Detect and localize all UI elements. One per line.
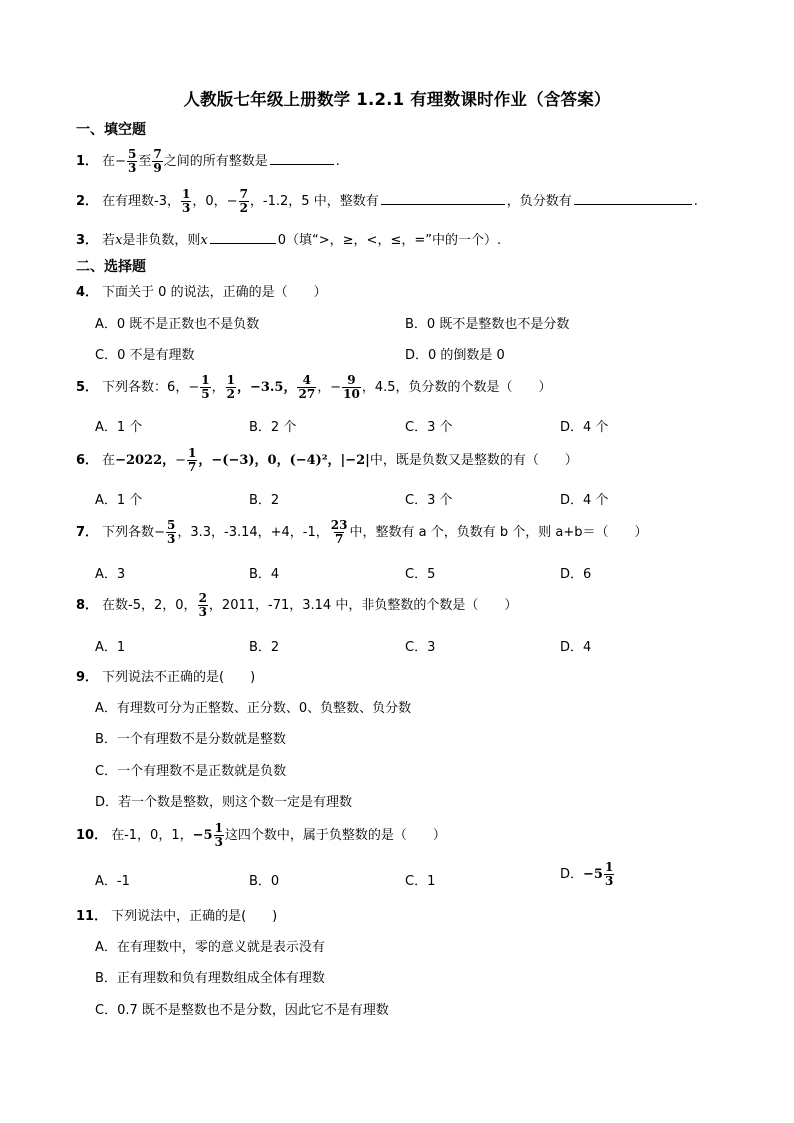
q8-option-a[interactable]: A．1 [95, 640, 126, 655]
q11-option-a[interactable]: A．在有理数中，零的意义就是表示没有 [95, 940, 325, 955]
fraction: $\frac{4}{27}$ [298, 373, 316, 401]
fraction: $\frac{1}{3}$ [604, 860, 614, 888]
fraction: $\frac{1}{3}$ [182, 187, 191, 215]
question-3 [76, 229, 501, 248]
q6-option-d[interactable]: D．4 个 [560, 493, 609, 508]
comma: ， [211, 380, 225, 395]
question-number: 5． [76, 380, 99, 395]
period: . [693, 194, 698, 209]
q5-text-3: ，4.5，负分数的个数是（ ） [361, 380, 552, 395]
question-text: 下列说法不正确的是( ) [102, 670, 256, 685]
question-2 [76, 188, 698, 215]
q4-option-c[interactable]: C．0 不是有理数 [95, 348, 195, 363]
period: . [335, 154, 340, 169]
q1-text-3: 之间的所有整数是 [163, 154, 268, 169]
math-expr: −5 [192, 828, 213, 843]
variable-x: x [200, 233, 208, 248]
q10-text-2: 这四个数中，属于负整数的是（ ） [224, 828, 446, 843]
q8-option-b[interactable]: B．2 [249, 640, 280, 655]
q5-option-c[interactable]: C．3 个 [405, 420, 453, 435]
answer-blank[interactable] [270, 151, 334, 165]
question-7 [76, 519, 647, 546]
math-expr: −2022， [115, 453, 176, 468]
fraction: $\frac{7}{2}$ [239, 187, 248, 215]
question-number: 7． [76, 525, 99, 540]
question-number: 2． [76, 194, 99, 209]
question-11 [76, 905, 277, 924]
comma: ， [317, 380, 331, 395]
fraction: $\frac{7}{9}$ [153, 147, 162, 175]
q5-option-b[interactable]: B．2 个 [249, 420, 297, 435]
q1-text-2: 至 [138, 154, 152, 169]
q2-text-1: 在有理数-3， [102, 194, 181, 209]
question-text: 下面关于 0 的说法，正确的是（ ） [102, 285, 327, 300]
q9-option-a[interactable]: A．有理数可分为正整数、正分数、0、负整数、负分数 [95, 701, 412, 716]
math-expr: ，−(−3)，0，(−4)²，|−2| [198, 453, 370, 468]
fraction: $\frac{5}{3}$ [166, 518, 176, 546]
question-8 [76, 592, 517, 619]
q6-text-1: 在 [102, 453, 116, 468]
question-9 [76, 666, 255, 685]
question-number: 1． [76, 154, 99, 169]
fraction: $\frac{9}{10}$ [343, 373, 360, 401]
q10-option-c[interactable]: C．1 [405, 874, 436, 889]
question-number: 3． [76, 233, 99, 248]
q10-option-a[interactable]: A．-1 [95, 874, 130, 889]
q2-text-3: ，-1.2，5 中，整数有 [249, 194, 379, 209]
page-title: 人教版七年级上册数学 1.2.1 有理数课时作业（含答案） [183, 90, 611, 109]
q5-text-2: ，−3.5， [236, 380, 297, 395]
q4-option-d[interactable]: D．0 的倒数是 0 [405, 348, 505, 363]
answer-blank-negative-fractions[interactable] [574, 191, 692, 205]
q9-option-b[interactable]: B．一个有理数不是分数就是整数 [95, 732, 286, 747]
q7-option-a[interactable]: A．3 [95, 567, 126, 582]
q6-text-2: 中，既是负数又是整数的有（ ） [369, 453, 578, 468]
q6-option-c[interactable]: C．3 个 [405, 493, 453, 508]
q4-option-a[interactable]: A．0 既不是正数也不是负数 [95, 317, 260, 332]
q7-text-2: ，3.3，-3.14，+4，-1， [177, 525, 329, 540]
q7-text-3: 中，整数有 a 个，负数有 b 个，则 a+b＝（ ） [349, 525, 648, 540]
q1-text-1: 在 [102, 154, 116, 169]
q6-option-a[interactable]: A．1 个 [95, 493, 143, 508]
minus-sign: − [188, 380, 200, 395]
question-number: 8． [76, 598, 99, 613]
fraction: $\frac{1}{2}$ [226, 373, 235, 401]
q11-option-c[interactable]: C．0.7 既不是整数也不是分数，因此它不是有理数 [95, 1003, 389, 1018]
fraction: $\frac{1}{7}$ [188, 446, 197, 474]
minus-sign: − [115, 154, 126, 169]
q8-option-d[interactable]: D．4 [560, 640, 592, 655]
math-expr: −5 [583, 867, 603, 882]
fraction: $\frac{2}{3}$ [198, 591, 207, 619]
minus-sign: − [175, 453, 187, 468]
q2-text-4: ，负分数有 [506, 194, 572, 209]
q7-option-d[interactable]: D．6 [560, 567, 592, 582]
question-number: 9． [76, 670, 99, 685]
question-number: 11． [76, 909, 108, 924]
question-5 [76, 374, 552, 401]
answer-blank-integers[interactable] [381, 191, 505, 205]
q3-text-2: 是非负数，则 [122, 233, 201, 248]
section-fill-in: 一、填空题 [76, 122, 146, 138]
q11-option-b[interactable]: B．正有理数和负有理数组成全体有理数 [95, 971, 325, 986]
fraction: $\frac{1}{5}$ [201, 373, 210, 401]
minus-sign: − [154, 525, 165, 540]
section-multiple-choice: 二、选择题 [76, 259, 146, 275]
q6-option-b[interactable]: B．2 [249, 493, 280, 508]
q7-option-c[interactable]: C．5 [405, 567, 436, 582]
question-text: 下列说法中，正确的是( ) [111, 909, 278, 924]
q5-option-d[interactable]: D．4 个 [560, 420, 609, 435]
minus-sign: − [226, 194, 238, 209]
q7-option-b[interactable]: B．4 [249, 567, 280, 582]
minus-sign: − [330, 380, 342, 395]
q3-text-3: 0（填“>，≥，<，≤，=”中的一个）. [277, 233, 502, 248]
q8-text-1: 在数-5，2，0， [102, 598, 197, 613]
q8-text-2: ，2011，-71，3.14 中，非负整数的个数是（ ） [208, 598, 518, 613]
q2-text-2: ，0， [192, 194, 227, 209]
fraction: $\frac{5}{3}$ [127, 147, 137, 175]
q10-option-d[interactable] [560, 861, 615, 888]
q4-option-b[interactable]: B．0 既不是整数也不是分数 [405, 317, 570, 332]
q5-text-1: 下列各数：6， [102, 380, 189, 395]
question-1 [76, 148, 340, 175]
q10-text-1: 在-1，0，1， [111, 828, 193, 843]
q9-option-d[interactable]: D．若一个数是整数，则这个数一定是有理数 [95, 795, 353, 810]
q5-option-a[interactable]: A．1 个 [95, 420, 143, 435]
q8-option-c[interactable]: C．3 [405, 640, 436, 655]
fraction: $\frac{1}{3}$ [214, 821, 223, 849]
option-letter: D． [560, 867, 584, 882]
question-6 [76, 447, 578, 474]
variable-x: x [115, 233, 123, 248]
q9-option-c[interactable]: C．一个有理数不是正数就是负数 [95, 764, 287, 779]
question-number: 10． [76, 828, 108, 843]
question-4 [76, 281, 327, 300]
q10-option-b[interactable]: B．0 [249, 874, 280, 889]
q7-text-1: 下列各数 [102, 525, 155, 540]
question-10 [76, 822, 446, 849]
question-number: 4． [76, 285, 99, 300]
answer-blank[interactable] [210, 230, 276, 244]
question-number: 6． [76, 453, 99, 468]
fraction: $\frac{23}{7}$ [330, 518, 348, 546]
q3-text-1: 若 [102, 233, 116, 248]
